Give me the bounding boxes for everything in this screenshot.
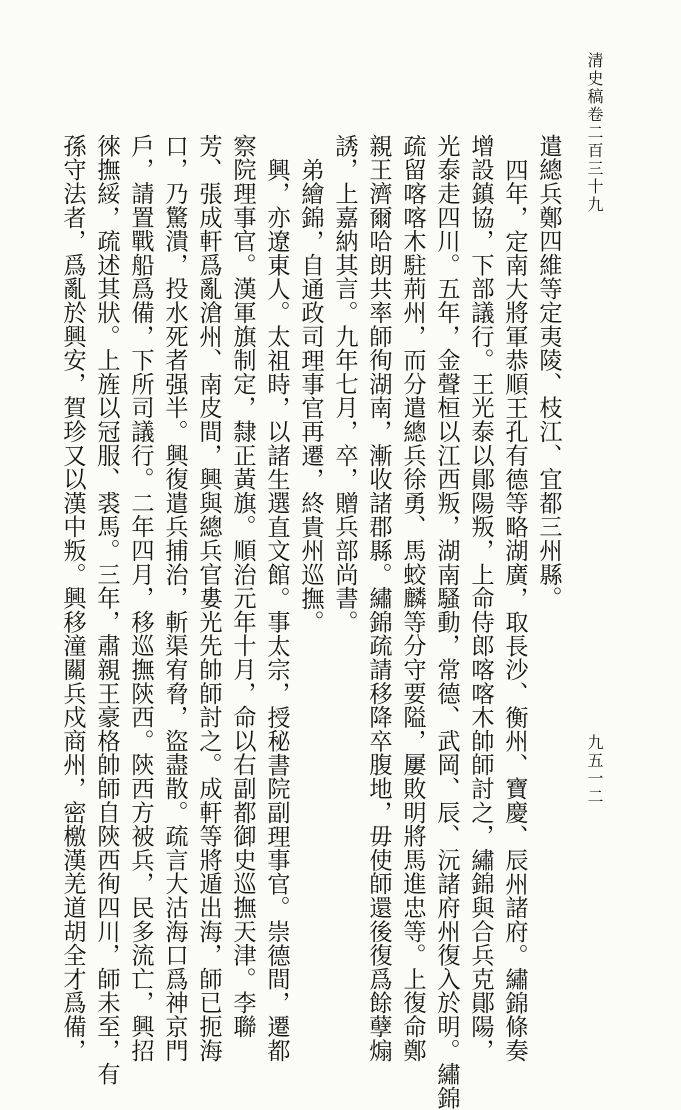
- text-column: 誘，上嘉納其言。九年七月，卒，贈兵部尚書。: [331, 134, 358, 634]
- text-column: 光泰走四川。五年，金聲桓以江西叛，湖南騷動，常德、武岡、辰、沅諸府州復入於明。繡錦: [433, 134, 460, 1110]
- text-column: 興，亦遼東人。太祖時，以諸生選直文館。事太宗，授秘書院副理事官。崇德間，遷都: [263, 158, 290, 1063]
- text-column: 徠撫綏，疏述其狀。上旌以冠服、裘馬。三年，肅親王豪格帥師自陝西徇四川，師未至，有: [93, 134, 120, 1086]
- text-column: 親王濟爾哈朗共率師徇湖南，漸收諸郡縣。繡錦疏請移降卒腹地，毋使師還後復爲餘孽煽: [365, 134, 392, 1063]
- text-column: 芳、張成軒爲亂滄州、南皮間，興與總兵官婁光先帥師討之。成軒等將遁出海，師已扼海: [195, 134, 222, 1063]
- text-column: 戶，請置戰船爲備，下所司議行。二年四月，移巡撫陝西。陝西方被兵，民多流亡，興招: [127, 134, 154, 1063]
- text-column: 疏留喀喀木駐荊州，而分遣總兵徐勇、馬蛟麟等分守要隘，屢敗明將馬進忠等。上復命鄭: [399, 134, 426, 1063]
- text-column: 遣總兵鄭四維等定夷陵、枝江、宜都三州縣。: [535, 134, 562, 610]
- book-title: 清史稿卷二百三十九: [585, 52, 604, 214]
- text-column: 察院理事官。漢軍旗制定，隸正黃旗。順治元年十月，命以右副都御史巡撫天津。李聯: [229, 134, 256, 1039]
- page-number: 九五一二: [585, 734, 604, 806]
- text-column: 增設鎮協，下部議行。王光泰以鄖陽叛，上命侍郎喀喀木帥師討之，繡錦與合兵克鄖陽，: [467, 134, 494, 1063]
- text-column: 弟繪錦，自通政司理事官再遷，終貴州巡撫。: [297, 158, 324, 634]
- text-column: 口，乃驚潰，投水死者强半。興復遣兵捕治，斬渠宥脅，盜盡散。疏言大沽海口爲神京門: [161, 134, 188, 1063]
- text-column: 四年，定南大將軍恭順王孔有德等略湖廣，取長沙、衡州、寶慶、辰州諸府。繡錦條奏: [501, 158, 528, 1063]
- text-column: 孫守法者，爲亂於興安，賀珍又以漢中叛。興移潼關兵戍商州，密檄漢羌道胡全才爲備，: [59, 134, 86, 1063]
